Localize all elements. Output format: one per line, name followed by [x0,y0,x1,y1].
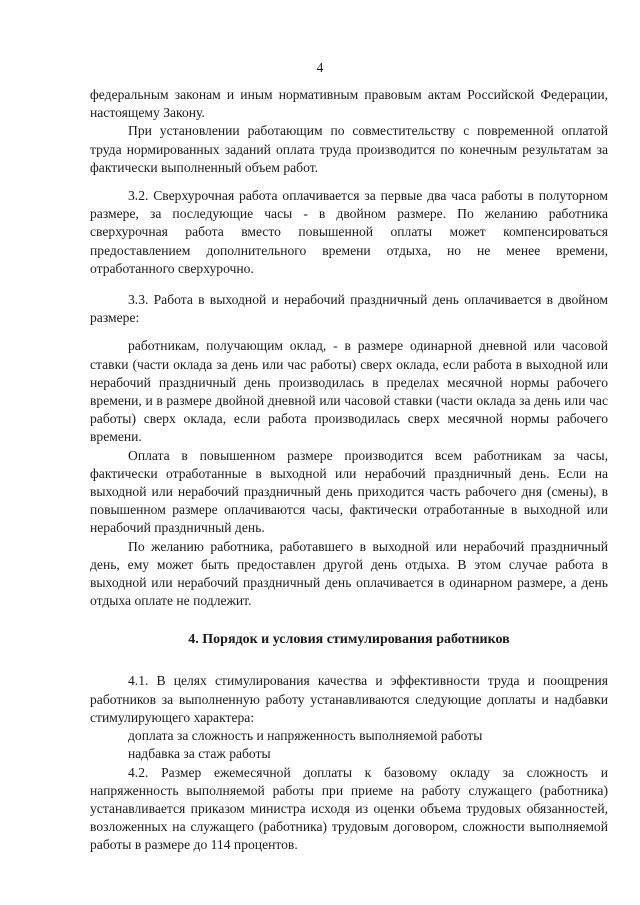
paragraph-day-off: По желанию работника, работавшего в выходной или нерабочий праздничный день, ему может быть предоставлен другой день отдыха. В этом случае работа в выходной или нерабочий праздничный день оплачивается в одинарном размере, а день отдыха оплате не подлежит. [90,538,608,609]
paragraph-4-2-monthly-bonus: 4.2. Размер ежемесячной доплаты к базовому окладу за сложность и напряженность выполняемой работы при приеме на работу служащего (работника) устанавливается приказом министра исходя из оценки объема трудовых обязанностей, возложенных на служащего (работника) трудовым договором, сложности выполняемой работы в размере до 114 процентов. [90,764,608,853]
paragraph-3-2-overtime: 3.2. Сверхурочная работа оплачивается за первые два часа работы в полуторном размере, за последующие часы - в двойном размере. По желанию работника сверхурочная работа вместо повышенной оплаты может компенсироваться предоставлением дополнительного времени отдыха, но не менее времени, отработанного сверхурочно. [90,188,608,276]
list-item-seniority-bonus: надбавка за стаж работы [128,746,271,762]
paragraph-increased-pay: Оплата в повышенном размере производится всем работникам за часы, фактически отработанные в выходной или нерабочий праздничный день. Если на выходной или нерабочий праздничный день приходится часть рабочего дня (смены), в повышенном размере оплачиваются часы, фактически отработанные в выходной или нерабочий праздничный день. [90,447,608,536]
paragraph-4-1-incentives: 4.1. В целях стимулирования качества и эффективности труда и поощрения работников за выполненную работу устанавливаются следующие доплаты и надбавки стимулирующего характера: [90,673,608,725]
paragraph-federal-laws: федеральным законам и иным нормативным правовым актам Российской Федерации, настоящему Закону. [90,87,608,121]
section-heading-4: 4. Порядок и условия стимулирования работников [188,632,510,648]
list-item-complexity-bonus: доплата за сложность и напряженность выполняемой работы [128,728,483,744]
document-body [90,86,608,855]
paragraph-salaried-workers: работникам, получающим оклад, - в размере одинарной дневной или часовой ставки (части оклада за день или час работы) сверх оклада, если работа в выходной или нерабочий праздничный день производилась в пределах месячной нормы рабочего времени, и в размере двойной дневной или часовой ставки (части оклада за день или час работы) сверх оклада, если работа производилась сверх месячной нормы рабочего времени. [90,338,608,445]
paragraph-part-time-pay: При установлении работающим по совместительству с повременной оплатой труда нормированных заданий оплата труда производится по конечным результатам за фактически выполненный объем работ. [90,123,608,175]
paragraph-3-3-holiday-work: 3.3. Работа в выходной и нерабочий праздничный день оплачивается в двойном размере: [90,292,608,326]
page-number: 4 [316,60,324,75]
